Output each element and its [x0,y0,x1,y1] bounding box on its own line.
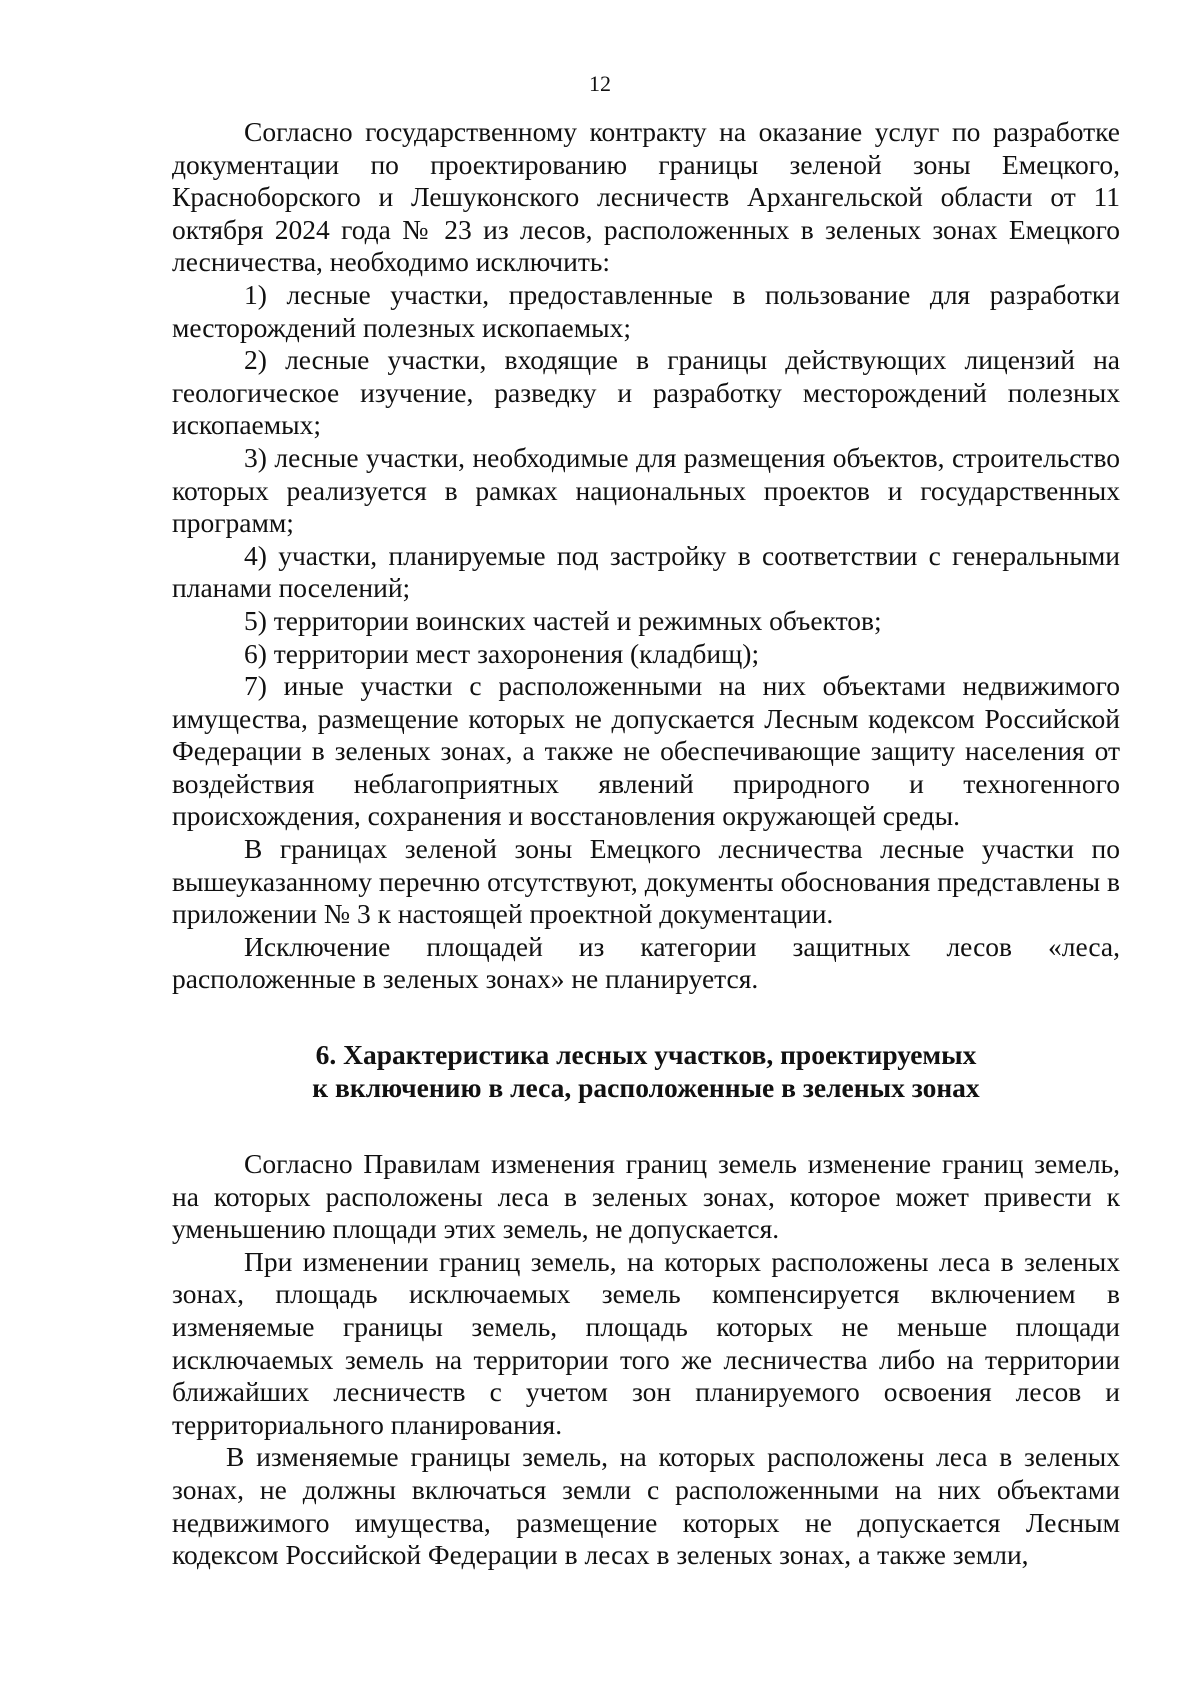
absence-paragraph: В границах зеленой зоны Емецкого лесничества лесные участки по вышеуказанному перечню отсутствуют, документы обоснования представлены в приложении № 3 к настоящей проектной документации. [172,833,1120,930]
intro-paragraph: Согласно государственному контракту на оказание услуг по разработке документации по проектированию границы зеленой зоны Емецкого, Красноборского и Лешуконского лесничеств Архангельской области от 11 октября 2024 года № 23 из лесов, расположенных в зеленых зонах Емецкого лесничества, необходимо исключить: [172,116,1120,278]
exclusion-item-3: 3) лесные участки, необходимые для размещения объектов, строительство которых реализуется в рамках национальных проектов и государственных программ; [172,441,1120,539]
exclusion-item-1: 1) лесные участки, предоставленные в пользование для разработки месторождений полезных ископаемых; [172,278,1120,343]
exclusion-item-7: 7) иные участки с расположенными на них объектами недвижимого имущества, размещение которых не допускается Лесным кодексом Российской Федерации в зеленых зонах, а также не обеспечивающие защиту населения от воздействия неблагоприятных явлений природного и техногенного происхождения, сохранения и восстановления окружающей среды. [172,670,1120,832]
section-heading-line-1: 6. Характеристика лесных участков, проектируемых [315,1039,977,1071]
exclusion-item-4: 4) участки, планируемые под застройку в соответствии с генеральными планами поселений; [172,539,1120,604]
exclusion-item-5: 5) территории воинских частей и режимных объектов; [244,604,882,636]
compensation-paragraph: При изменении границ земель, на которых расположены леса в зеленых зонах, площадь исключаемых земель компенсируется включением в изменяемые границы земель, площадь которых не меньше площади исключаемых земель на территории того же лесничества либо на территории ближайших лесничеств с учетом зон планируемого освоения лесов и территориального планирования. [172,1245,1120,1440]
section-heading-line-2: к включению в леса, расположенные в зеленых зонах [312,1072,980,1104]
document-body [172,116,1120,1572]
no-exclusion-paragraph: Исключение площадей из категории защитных лесов «леса, расположенные в зеленых зонах» не планируется. [172,930,1120,995]
exclusion-item-2: 2) лесные участки, входящие в границы действующих лицензий на геологическое изучение, разведку и разработку месторождений полезных ископаемых; [172,344,1120,441]
page-number: 12 [589,71,611,96]
exclusion-list [172,279,1120,833]
rules-paragraph: Согласно Правилам изменения границ земель изменение границ земель, на которых расположены леса в зеленых зонах, которое может привести к уменьшению площади этих земель, не допускается. [172,1148,1120,1245]
exclusion-item-6: 6) территории мест захоронения (кладбищ); [244,637,760,669]
inclusion-restrictions-paragraph: В изменяемые границы земель, на которых расположены леса в зеленых зонах, не должны включаться земли с расположенными на них объектами недвижимого имущества, размещение которых не допускается Лесным кодексом Российской Федерации в лесах в зеленых зонах, а также земли, [172,1441,1120,1571]
section-heading [172,1038,1120,1104]
